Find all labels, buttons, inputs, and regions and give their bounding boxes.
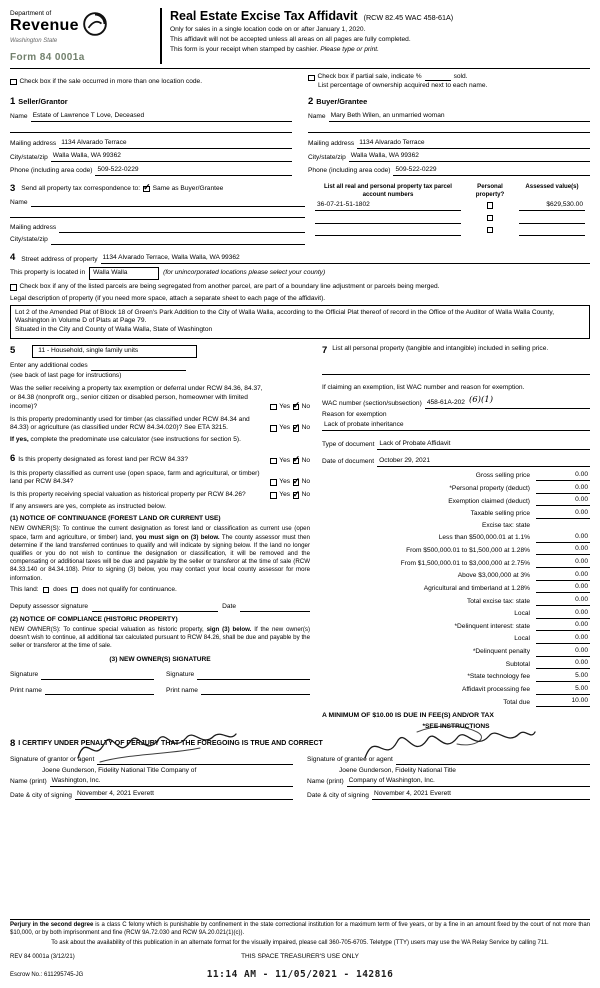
buyer-name-extra-input[interactable] bbox=[308, 125, 590, 133]
cashier-stamp: 11:14 AM - 11/05/2021 - 142816 bbox=[206, 969, 394, 980]
ownership-note: List percentage of ownership acquired next to each name. bbox=[318, 82, 488, 90]
additional-codes-label: Enter any additional codes bbox=[10, 362, 88, 370]
alternate-format-note: To ask about the availability of this publication in an alternate format for the visually impaired, please call 360-705-6705. Teletype (TTY) users may use the WA Relay Service by calling 711. bbox=[51, 940, 549, 947]
segregated-checkbox[interactable] bbox=[10, 284, 17, 291]
personal-property-intro: List all personal property (tangible and intangible) included in selling price. bbox=[332, 344, 549, 352]
tax-row: *Delinquent penalty 0.00 bbox=[472, 646, 588, 656]
see-instructions-note: *SEE INSTRUCTIONS bbox=[422, 723, 490, 731]
s3-city-label: City/state/zip bbox=[10, 236, 48, 244]
form-title: Real Estate Excise Tax Affidavit bbox=[170, 9, 358, 23]
additional-codes-note: (see back of last page for instructions) bbox=[10, 372, 122, 380]
deputy-signature-input[interactable] bbox=[92, 604, 218, 612]
grantor-print-input[interactable]: Washington, Inc. bbox=[50, 777, 293, 787]
property-location-select[interactable]: Walla Walla bbox=[89, 267, 159, 280]
seller-heading: Seller/Grantor bbox=[18, 96, 68, 106]
partial-sale-percent-input[interactable] bbox=[425, 73, 451, 81]
partial-sale-checkbox[interactable] bbox=[308, 75, 315, 82]
location-note: (for unincorporated locations please select your county) bbox=[163, 269, 326, 277]
exemption-question: Was the seller receiving a property tax exemption or deferral under RCW 84.36, 84.37, or 84.38 (nonprofit org., senior citizen or disabled person, homeowner with limited income)? bbox=[10, 385, 263, 410]
property-located-label: This property is located in bbox=[10, 269, 86, 277]
rcw-reference: (RCW 82.45 WAC 458-61A) bbox=[363, 13, 454, 22]
historic-no-checkbox[interactable] bbox=[292, 488, 301, 499]
grantor-date-input[interactable]: November 4, 2021 Everett bbox=[75, 790, 293, 800]
tax-subheading-row: Excise tax: state bbox=[481, 521, 530, 529]
timber-question: Is this property predominantly used for timber (as classified under RCW 84.34 and 84.33) or agriculture (as classified under RCW 84.34.020)? See ETA 3215. bbox=[10, 415, 250, 432]
escrow-label: Escrow No.: bbox=[10, 972, 43, 978]
buyer-name-input[interactable]: Mary Beth Wilen, an unmarried woman bbox=[329, 112, 590, 122]
new-owner-print-label: Print name bbox=[10, 686, 42, 694]
grantee-signature-label: Signature of grantee or agent bbox=[307, 756, 393, 764]
s3-name-input[interactable] bbox=[31, 199, 305, 207]
forest-yes-checkbox[interactable] bbox=[270, 458, 277, 465]
partial-sale-label: Check box if partial sale, indicate % bbox=[317, 72, 422, 80]
header bbox=[10, 8, 590, 64]
street-address-label: Street address of property bbox=[21, 255, 98, 263]
personal-property-checkbox[interactable] bbox=[487, 202, 494, 209]
seller-city-input[interactable]: Walla Walla, WA 99362 bbox=[51, 152, 292, 162]
parcel-number-input[interactable] bbox=[315, 215, 461, 224]
buyer-name-label: Name bbox=[308, 113, 326, 121]
tax-row: Exemption claimed (deduct) 0.00 bbox=[448, 496, 588, 505]
same-as-buyer-label: Same as Buyer/Grantee bbox=[152, 184, 224, 192]
minimum-due-note: A MINIMUM OF $10.00 IS DUE IN FEE(S) AND/OR TAX bbox=[322, 712, 494, 720]
tax-row: Taxable selling price 0.00 bbox=[470, 508, 588, 518]
s3-city-input[interactable] bbox=[51, 237, 305, 245]
notice-2-title: (2) NOTICE OF COMPLIANCE (HISTORIC PROPERTY) bbox=[10, 615, 178, 623]
wac-handwritten-note: (6)(1) bbox=[468, 395, 494, 406]
new-owner-signature-label: Signature bbox=[10, 671, 39, 679]
personal-property-list-input[interactable] bbox=[322, 367, 590, 375]
section-3-correspondence: 3 Send all property tax correspondence to: ✓ Same as Buyer/Grantee Name Mailing address City/state/zip List all real and personal property tax parcel account numbers Personal property? Assessed value(s) 36-07-21-51-1802 $629,530.00 bbox=[10, 183, 590, 245]
forest-no-checkbox[interactable] bbox=[292, 454, 301, 465]
parcel-row bbox=[315, 215, 590, 224]
land-qualify-line: This land: does does not qualify for continuance. bbox=[10, 585, 177, 593]
legal-description-box[interactable] bbox=[10, 305, 590, 339]
assessed-value-col-header: Assessed value(s) bbox=[525, 183, 579, 191]
tax-row: Total excise tax: state 0.00 bbox=[466, 596, 588, 605]
grantor-print-label: Name (print) bbox=[10, 778, 47, 786]
seller-mailing-input[interactable]: 1134 Alvarado Terrace bbox=[59, 139, 292, 149]
new-owner-signature-input[interactable] bbox=[41, 672, 154, 680]
forest-question: Is this property designated as forest land per RCW 84.33? bbox=[18, 455, 188, 463]
rev-number: REV 84 0001a (3/12/21) bbox=[10, 954, 75, 961]
section-7-personal-property: 7 List all personal property (tangible and intangible) included in selling price. bbox=[322, 344, 549, 356]
land-does-not-checkbox[interactable] bbox=[71, 587, 78, 594]
tax-row: Local 0.00 bbox=[514, 608, 588, 618]
send-correspondence-label: Send all property tax correspondence to: bbox=[21, 184, 141, 192]
if-yes-instruction: If any answers are yes, complete as instructed below. bbox=[10, 502, 167, 510]
buyer-mailing-input[interactable]: 1134 Alvarado Terrace bbox=[357, 139, 590, 149]
street-address-input[interactable]: 1134 Alvarado Terrace, Walla Walla, WA 99362 bbox=[101, 254, 590, 264]
deputy-assessor-line bbox=[10, 603, 310, 612]
deputy-date-input[interactable] bbox=[240, 604, 310, 612]
section-8-certification: 8 I CERTIFY UNDER PENALTY OF PERJURY THAT THE FOREGOING IS TRUE AND CORRECT Signature of grantor or agent Joene Gunderson, Fidelity National Title Company of Name (print) Washington, Inc. Date & city of signing November 4, 2021 Everett Signature of grantee or agent Joene Gunderson, Fidelity National Title Name (print) Company of Washington, Inc. Date & city of signing November 4, 2021 Everett bbox=[10, 738, 590, 801]
new-owner-print-input[interactable] bbox=[201, 687, 310, 695]
header-note-1: Only for sales in a single location code on or after January 1, 2020. bbox=[170, 25, 366, 33]
current-use-question: Is this property classified as current use (open space, farm and agricultural, or timber) land per RCW 84.34? bbox=[10, 469, 260, 486]
assessed-value-input[interactable]: $629,530.00 bbox=[519, 201, 585, 211]
main-columns: 5 11 - Household, single family units Enter any additional codes (see back of last page for instructions) Was the seller receiving a property tax exemption or deferral under RCW 84.36, 84.37, or 84.38 (nonprofit org., senior citizen or disabled person, homeowner with limited income)? Yes ✓ No Is this property predominantly used for timber (as classified under RCW 84.34 and 84.33) or agriculture (as classified under RCW 84.34.020)? See ETA 3215. Yes ✓ No If yes, complete the predominate use calculator (see instructions for section 5). 6 Is this property designated as forest land per RCW 84.33? Yes ✓ No Is this property classified as current use (open space, farm and agricultural, or timber) land per RCW 84.34? Yes ✓ No Is this property receiving special valuation as historical property per RCW 84.26? Yes ✓ No If any answers are yes, complete as instructed below. (1) NOTICE OF CONTINUANCE (FOREST LAND OR CURRENT USE) NEW OWNER(S): To continue the current designation as forest land or classification as current use (open space, farm and agriculture, or timber) land, you must sign on (3) below. The county assessor must then determine if the land transferred continues to qualify and will indicate by signing below. If the land no longer qualifies or you do not wish to continue the designation or classification, it will be removed and the compensating or additional taxes will be due and payable by the seller or transferor at the time of sale (RCW 84.33.140 or 84.34.108). Prior to signing (3) below, you may contact your local county assessor for more information. This land: does does not qualify for continuance. Deputy assessor signature Date (2) NOTICE OF COMPLIANCE (HISTORIC PROPERTY) NEW OWNER(S): To continue special valuation as historic property, sign (3) below. If the new owner(s) doesn't wish to continue, all additional tax calculated pursuant to RCW 84.26, shall be due and payable by the seller or transferor at the time of sale. (3) NEW OWNER(S) SIGNATURE Signature Signature Print name Print name 7 List all personal property (tangible and intangible) included in selling price. If claiming an exemption, list WAC number and reason for exemption. WAC number (section/subsection) 458-61A-202 (6)(1) Reason for exemption Lack of probate inheritance Type of document Lack of Probate Affidavit Date of document October 29, 2021 Gross selling price 0.00 *Personal property (deduct) 0.00 Exemption claimed (deduct) 0.00 Taxable selling price 0.00 Excise tax: state Less than $500,000.01 at 1.1% 0.00 From $500,000.01 to $1,500,000 at 1.28% 0.00 From $1,500,000.01 to $3,000,000 at 2.75% 0.00 Above $3,000,000 at 3% 0.00 Agricultural and timberland at 1.28% 0.00 Total excise tax: state 0.00 Local 0.00 *Delinquent interest: state 0.00 Local 0.00 *Delinquent penalty 0.00 Subtotal 0.00 *State technology fee 5.00 Affidavit processing fee 5.00 Total due 10.00 A MINIMUM OF $10.00 IS DUE IN FEE(S) AND/OR TAX *SEE INSTRUCTIONS bbox=[10, 344, 588, 731]
certify-statement: I CERTIFY UNDER PENALTY OF PERJURY THAT THE FOREGOING IS TRUE AND CORRECT bbox=[18, 740, 323, 748]
partial-sale-sold-label: sold. bbox=[453, 72, 468, 80]
form-number: Form 84 0001a bbox=[10, 51, 85, 63]
grantee-date-input[interactable]: November 4, 2021 Everett bbox=[372, 790, 590, 800]
buyer-city-label: City/state/zip bbox=[308, 153, 346, 161]
tax-row: Less than $500,000.01 at 1.1% 0.00 bbox=[438, 532, 588, 542]
buyer-phone-input[interactable]: 509-522-0229 bbox=[393, 166, 590, 176]
current-use-yes-checkbox[interactable] bbox=[270, 479, 277, 486]
check-icon: ✓ bbox=[143, 182, 151, 193]
wac-number-label: WAC number (section/subsection) bbox=[322, 400, 422, 408]
legal-description-text-1: Lot 2 of the Amended Plat of Block 18 of Green's Park Addition to the City of Walla Walla, according to the Official Plat thereof of record in the Office of the Auditor of Walla Walla County, Washington in Volume D of Plats at Page 79. bbox=[15, 308, 555, 325]
notice-2-body: NEW OWNER(S): To continue special valuation as historic property, sign (3) below. If the new owner(s) doesn't wish to continue, all additional tax calculated pursuant to RCW 84.26, shall be due and payable by the seller or transferor at the time of sale. bbox=[10, 625, 310, 650]
current-use-no-checkbox[interactable] bbox=[292, 475, 301, 486]
grantor-signature-block bbox=[10, 752, 293, 800]
tax-row: *Delinquent interest: state 0.00 bbox=[454, 621, 588, 630]
dept-of-label: Department of bbox=[10, 10, 52, 17]
grantee-print-label: Name (print) bbox=[307, 778, 344, 786]
legal-description-label: Legal description of property (if you need more space, attach a separate sheet to each page of the affidavit). bbox=[10, 294, 326, 302]
predominate-use-note: If yes, complete the predominate use calculator (see instructions for section 5). bbox=[10, 436, 241, 444]
parcel-row bbox=[315, 227, 590, 236]
grantee-print-line1: Joene Gunderson, Fidelity National Title bbox=[339, 767, 456, 775]
new-owner-signature-label: Signature bbox=[166, 671, 195, 679]
exemption-no-checkbox[interactable] bbox=[292, 400, 301, 411]
s3-name-extra-input[interactable] bbox=[10, 210, 305, 218]
washington-state-label: Washington State bbox=[10, 38, 58, 44]
section-2-buyer: 2 Buyer/Grantee Name Mary Beth Wilen, an unmarried woman Mailing address 1134 Alvarado Terrace City/state/zip Walla Walla, WA 99362 Phone (including area code) 509-522-0229 bbox=[308, 96, 590, 176]
section-1-seller: 1 Seller/Grantor Name Estate of Lawrence T Love, Deceased Mailing address 1134 Alvarado Terrace City/state/zip Walla Walla, WA 99362 Phone (including area code) 509-522-0229 bbox=[10, 96, 292, 176]
historic-yes-checkbox[interactable] bbox=[270, 492, 277, 499]
tax-row: *State technology fee 5.00 bbox=[467, 671, 588, 681]
land-does-checkbox[interactable] bbox=[43, 587, 50, 594]
sections-1-2 bbox=[10, 96, 590, 176]
tax-row: Gross selling price 0.00 bbox=[475, 470, 588, 480]
escrow-number: 611295745-JG bbox=[44, 972, 84, 978]
parcel-col-header: List all real and personal property tax parcel account numbers bbox=[323, 183, 452, 198]
tax-row: Subtotal 0.00 bbox=[505, 659, 588, 668]
seller-name-input[interactable]: Estate of Lawrence T Love, Deceased bbox=[31, 112, 292, 122]
top-checkboxes bbox=[10, 73, 590, 91]
seller-name-extra-input[interactable] bbox=[10, 125, 292, 133]
new-owner-print-input[interactable] bbox=[45, 687, 154, 695]
tax-row: Agricultural and timberland at 1.28% 0.00 bbox=[423, 583, 588, 592]
timber-no-checkbox[interactable] bbox=[292, 421, 301, 432]
multi-location-checkbox[interactable] bbox=[10, 79, 17, 86]
check-icon: ✓ bbox=[292, 488, 301, 499]
tax-row-total: Total due 10.00 bbox=[503, 697, 588, 706]
tax-row: *Personal property (deduct) 0.00 bbox=[449, 483, 588, 493]
historic-question: Is this property receiving special valuation as historical property per RCW 84.26? bbox=[10, 491, 246, 499]
personal-property-checkbox[interactable] bbox=[487, 227, 494, 234]
exemption-note: If claiming an exemption, list WAC number and reason for exemption. bbox=[322, 384, 525, 392]
section-6-forest: 6 Is this property designated as forest land per RCW 84.33? Yes ✓ No bbox=[10, 452, 310, 465]
check-icon: ✓ bbox=[292, 475, 301, 486]
check-icon: ✓ bbox=[292, 421, 301, 432]
reason-for-exemption-label: Reason for exemption bbox=[322, 411, 387, 419]
seller-phone-input[interactable]: 509-522-0229 bbox=[95, 166, 292, 176]
notice-3-title: (3) NEW OWNER(S) SIGNATURE bbox=[109, 655, 211, 663]
legal-description-text-2: Situated in the City and County of Walla Walla, State of Washington bbox=[15, 326, 213, 334]
seller-mailing-label: Mailing address bbox=[10, 140, 57, 148]
buyer-phone-label: Phone (including area code) bbox=[308, 167, 391, 175]
assessed-value-input[interactable] bbox=[519, 215, 585, 224]
tax-row: Local 0.00 bbox=[514, 633, 588, 643]
parcel-number-input[interactable]: 36-07-21-51-1802 bbox=[315, 201, 461, 211]
parcel-table bbox=[315, 183, 590, 245]
grantor-signature-input[interactable] bbox=[97, 757, 293, 765]
header-note-2: This affidavit will not be accepted unless all areas on all pages are fully completed. bbox=[170, 35, 411, 43]
dor-logo-icon bbox=[82, 11, 108, 37]
tax-row: Affidavit processing fee 5.00 bbox=[461, 684, 588, 694]
treasurer-use-label: THIS SPACE TREASURER'S USE ONLY bbox=[241, 953, 359, 961]
grantee-print-input[interactable]: Company of Washington, Inc. bbox=[347, 777, 590, 787]
new-owner-signature-input[interactable] bbox=[197, 672, 310, 680]
deputy-assessor-label: Deputy assessor signature bbox=[10, 603, 89, 611]
assessed-value-input[interactable] bbox=[519, 227, 585, 236]
revenue-wordmark: Revenue bbox=[10, 17, 79, 35]
personal-property-checkbox[interactable] bbox=[487, 215, 494, 222]
timber-yes-checkbox[interactable] bbox=[270, 425, 277, 432]
parcel-row bbox=[315, 201, 590, 211]
s3-mailing-input[interactable] bbox=[59, 225, 305, 233]
s3-name-label: Name bbox=[10, 198, 28, 206]
parcel-number-input[interactable] bbox=[315, 227, 461, 236]
grantor-date-label: Date & city of signing bbox=[10, 791, 72, 799]
additional-codes-input[interactable] bbox=[91, 363, 186, 371]
seller-phone-label: Phone (including area code) bbox=[10, 167, 93, 175]
deputy-date-label: Date bbox=[222, 603, 236, 611]
land-use-code-select[interactable]: 11 - Household, single family units bbox=[32, 345, 197, 359]
section-5-land-use: 5 11 - Household, single family units bbox=[10, 345, 310, 359]
notice-1-body: NEW OWNER(S): To continue the current designation as forest land or classification as current use (open space, farm and agriculture, or timber) land, you must sign on (3) below. The county assessor must then determine if the land transferred continues to qualify and will indicate by signing below. If the land no longer qualifies or you do not wish to continue the designation or classification, it will be removed and the compensating or additional taxes will be due and payable by the seller or transferor at the time of sale (RCW 84.33.140 or 84.34.108). Prior to signing (3) below, you may contact your local county assessor for more information. bbox=[10, 525, 310, 582]
tax-row: From $500,000.01 to $1,500,000 at 1.28% 0.00 bbox=[406, 545, 588, 554]
reason-for-exemption-input[interactable]: Lack of probate inheritance bbox=[322, 421, 590, 431]
section-4-property: 4 Street address of property 1134 Alvarado Terrace, Walla Walla, WA 99362 This property is located in Walla Walla (for unincorporated locations please select your county) Check box if any of the listed parcels are being segregated from another parcel, are part of a boundary line adjustment or parcels being merged. Legal description of property (if you need more space, attach a separate sheet to each page of the affidavit). Lot 2 of the Amended Plat of Block 18 of Green's Park Addition to the City of Walla Walla, according to the Official Plat thereof of record in the Office of the Auditor of Walla Walla County, Washington in Volume D of Plats at Page 79. Situated in the City and County of Walla Walla, State of Washington bbox=[10, 252, 590, 339]
check-icon: ✓ bbox=[292, 454, 301, 465]
grantee-signature-input[interactable] bbox=[396, 757, 590, 765]
seller-city-label: City/state/zip bbox=[10, 153, 48, 161]
document-date-label: Date of document bbox=[322, 458, 375, 466]
grantor-print-line1: Joene Gunderson, Fidelity National Title Company of bbox=[42, 767, 197, 775]
header-note-3: This form is your receipt when stamped by cashier. Please type or print. bbox=[170, 45, 379, 53]
grantor-signature-label: Signature of grantor or agent bbox=[10, 756, 95, 764]
grantee-signature-block bbox=[307, 752, 590, 800]
header-divider bbox=[10, 68, 590, 69]
new-owner-print-label: Print name bbox=[166, 686, 198, 694]
grantee-date-label: Date & city of signing bbox=[307, 791, 369, 799]
buyer-heading: Buyer/Grantee bbox=[316, 96, 368, 106]
footer bbox=[10, 919, 590, 983]
tax-computation bbox=[322, 471, 590, 707]
buyer-city-input[interactable]: Walla Walla, WA 99362 bbox=[349, 152, 590, 162]
document-date-input[interactable]: October 29, 2021 bbox=[377, 457, 590, 467]
document-type-input[interactable]: Lack of Probate Affidavit bbox=[377, 440, 590, 450]
exemption-yes-checkbox[interactable] bbox=[270, 404, 277, 411]
buyer-mailing-label: Mailing address bbox=[308, 140, 355, 148]
document-type-label: Type of document bbox=[322, 441, 375, 449]
multi-location-label: Check box if the sale occurred in more than one location code. bbox=[19, 77, 203, 85]
notice-1-title: (1) NOTICE OF CONTINUANCE (FOREST LAND OR CURRENT USE) bbox=[10, 515, 221, 523]
same-as-buyer-checkbox[interactable] bbox=[143, 182, 151, 193]
tax-row: Above $3,000,000 at 3% 0.00 bbox=[457, 570, 588, 580]
personal-property-col-header: Personal property? bbox=[475, 183, 505, 198]
seller-name-label: Name bbox=[10, 113, 28, 121]
wac-number-input[interactable]: 458-61A-202 bbox=[426, 398, 465, 406]
s3-mailing-label: Mailing address bbox=[10, 224, 57, 232]
perjury-statement: Perjury in the second degree is a class C felony which is punishable by confinement in the state correctional institution for a maximum term of five years, or by a fine in an amount fixed by the court of not more than $10,000, or by both imprisonment and fine (RCW 9A.72.030 and RCW 9A.20.021(1)(c)). bbox=[10, 919, 590, 938]
check-icon: ✓ bbox=[292, 400, 301, 411]
tax-row: From $1,500,000.01 to $3,000,000 at 2.75% 0.00 bbox=[400, 558, 588, 567]
segregated-label: Check box if any of the listed parcels are being segregated from another parcel, are part of a boundary line adjustment or parcels being merged. bbox=[19, 283, 440, 291]
